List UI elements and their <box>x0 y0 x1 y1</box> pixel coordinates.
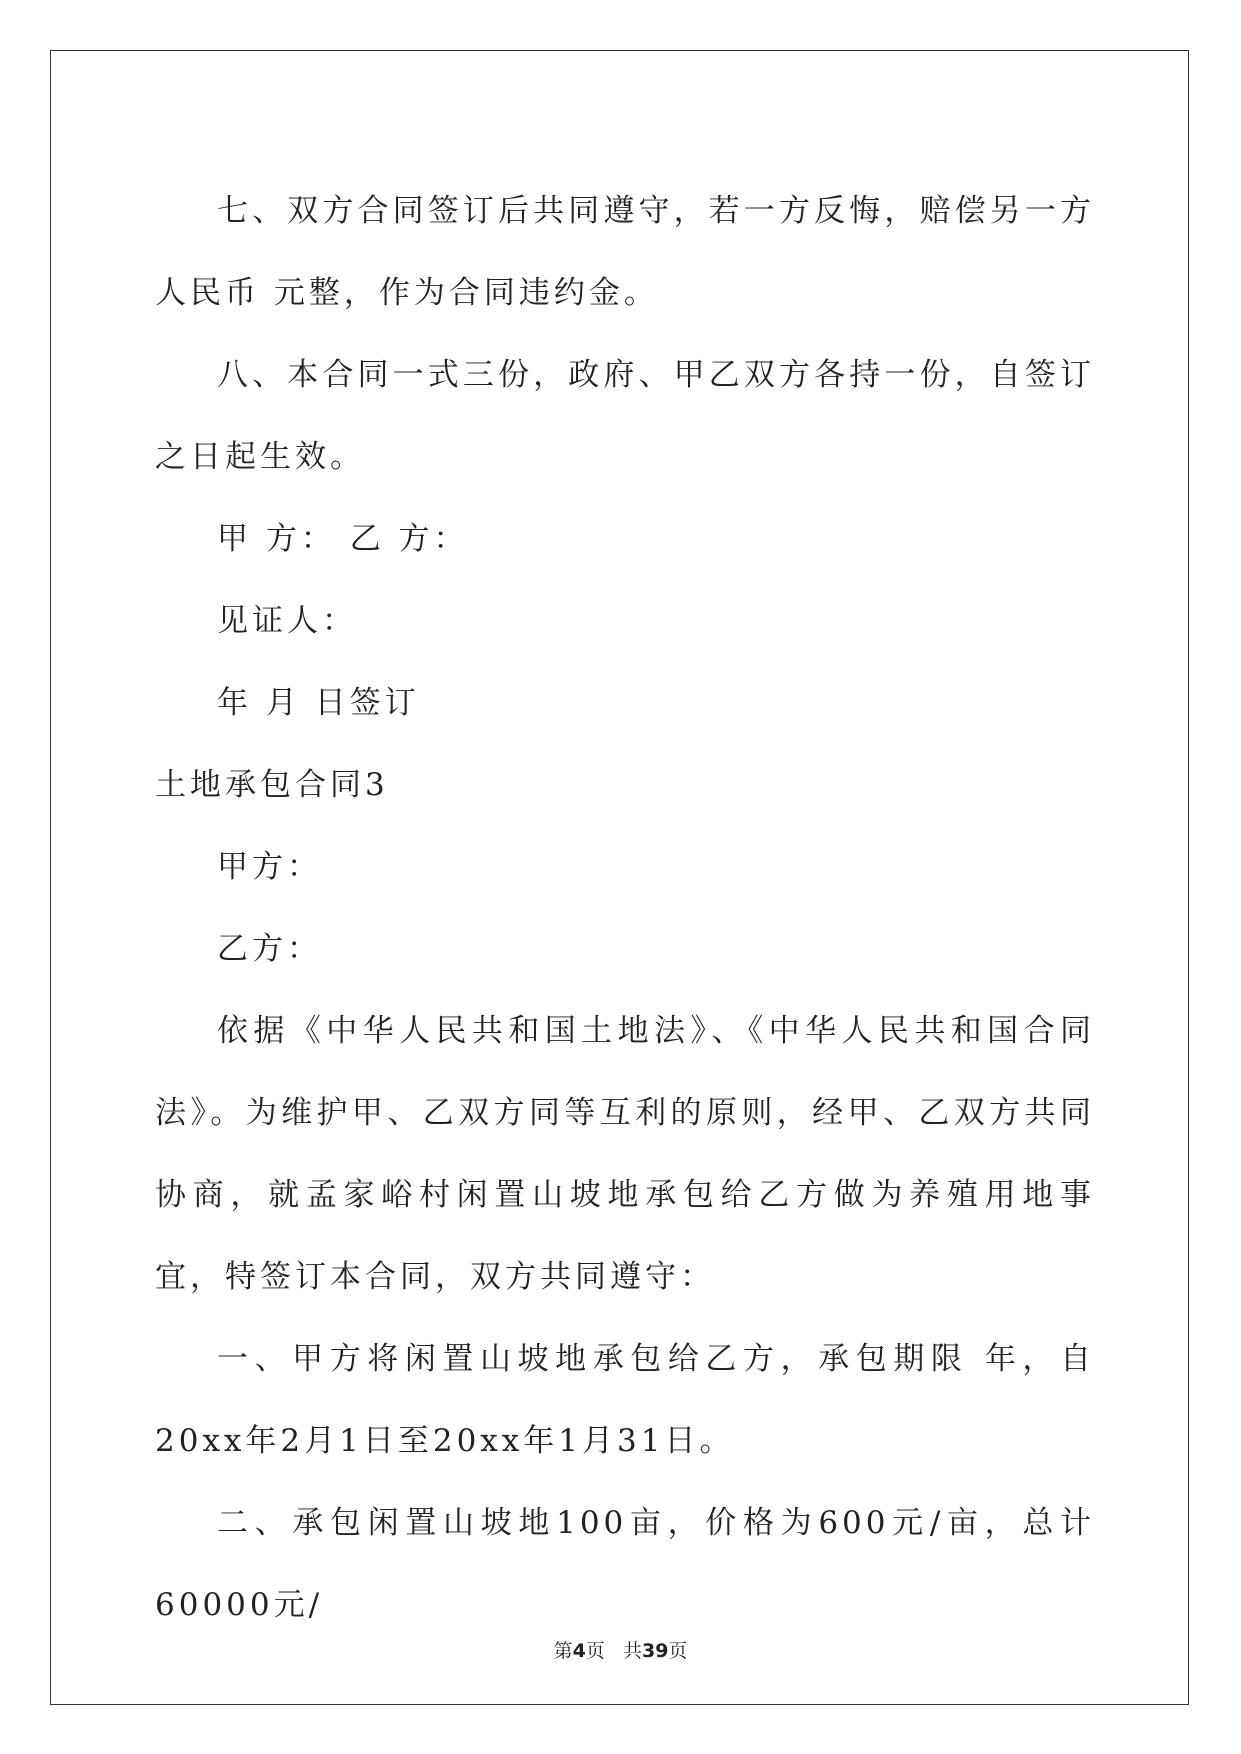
preamble: 依据《中华人民共和国土地法》、《中华人民共和国合同法》。为维护甲、乙双方同等互利的原则，经甲、乙双方共同协商，就孟家峪村闲置山坡地承包给乙方做为养殖用地事宜，特签订本合同，双方共同遵守： <box>155 1013 1095 1295</box>
footer-prefix: 第 <box>553 1640 573 1662</box>
sign-date: 年 月 日签订 <box>217 685 420 721</box>
signature-parties: 甲 方： 乙 方： <box>217 521 469 557</box>
contract-title: 土地承包合同3 <box>155 767 389 803</box>
party-a: 甲方： <box>217 849 322 885</box>
current-page-number: 4 <box>572 1640 586 1662</box>
footer-page-suffix: 页 <box>585 1640 605 1662</box>
footer-total-suffix: 页 <box>668 1640 688 1662</box>
total-page-count: 39 <box>641 1640 669 1662</box>
document-body <box>155 170 1095 1646</box>
page-footer <box>0 1636 1241 1663</box>
footer-total-prefix: 共 <box>622 1640 642 1662</box>
witness: 见证人： <box>217 603 357 639</box>
clause-7: 七、双方合同签订后共同遵守，若一方反悔，赔偿另一方人民币 元整，作为合同违约金。 <box>155 193 1095 311</box>
clause-8: 八、本合同一式三份，政府、甲乙双方各持一份，自签订之日起生效。 <box>155 357 1095 475</box>
clause-2: 二、承包闲置山坡地100亩，价格为600元/亩，总计60000元/ <box>155 1505 1095 1623</box>
party-b: 乙方： <box>217 931 322 967</box>
clause-1: 一、甲方将闲置山坡地承包给乙方，承包期限 年，自20xx年2月1日至20xx年1月31日。 <box>155 1341 1095 1459</box>
